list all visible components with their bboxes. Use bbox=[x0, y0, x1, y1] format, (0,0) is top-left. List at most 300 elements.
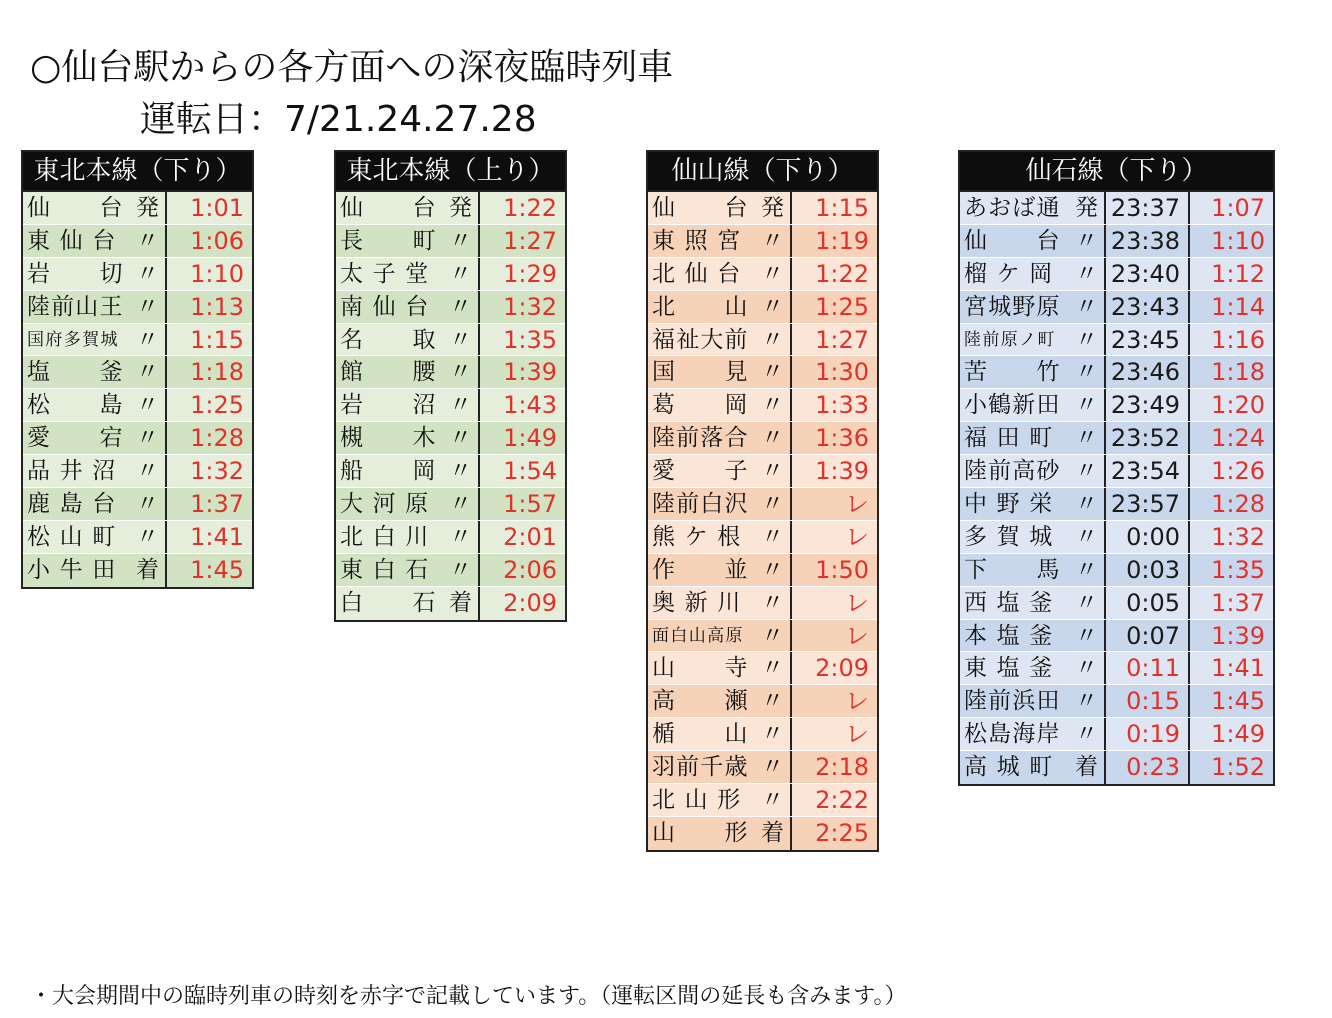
station-cell bbox=[648, 324, 792, 356]
table-row bbox=[960, 554, 1273, 587]
station-cell bbox=[336, 521, 480, 553]
time-special: 1:32 bbox=[1211, 522, 1265, 551]
time-regular: 23:37 bbox=[1106, 192, 1190, 224]
table-row bbox=[960, 389, 1273, 422]
station-name: 福祉大前 bbox=[652, 326, 749, 353]
time-special: レ bbox=[845, 687, 869, 716]
station-cell bbox=[336, 225, 480, 257]
station-name: 塩 釜 bbox=[27, 359, 124, 386]
station-cell bbox=[336, 356, 480, 388]
operation-dates: 運転日：7/21.24.27.28 bbox=[140, 99, 537, 140]
table-row bbox=[336, 192, 565, 225]
table-row bbox=[336, 389, 565, 422]
time-special: 1:25 bbox=[815, 292, 869, 321]
table-row bbox=[960, 455, 1273, 488]
station-cell bbox=[960, 718, 1106, 750]
station-mark: 着 bbox=[1075, 754, 1098, 781]
station-cell bbox=[648, 751, 792, 783]
station-name: 東 照 宮 bbox=[652, 227, 742, 254]
table-header: 仙石線（下り） bbox=[960, 152, 1273, 192]
station-cell bbox=[23, 554, 167, 587]
station-mark: 〃 bbox=[1075, 688, 1098, 715]
time-special: 1:28 bbox=[190, 424, 244, 453]
table-row bbox=[648, 291, 877, 324]
station-mark: 〃 bbox=[449, 425, 472, 452]
station-mark: 〃 bbox=[761, 227, 784, 254]
station-name: 本 塩 釜 bbox=[964, 622, 1054, 649]
table-row bbox=[336, 324, 565, 357]
station-mark: 〃 bbox=[449, 556, 472, 583]
station-cell bbox=[648, 554, 792, 586]
station-cell bbox=[336, 291, 480, 323]
station-mark: 〃 bbox=[1075, 556, 1098, 583]
station-mark: 〃 bbox=[1075, 655, 1098, 682]
station-mark: 〃 bbox=[761, 491, 784, 518]
station-mark: 〃 bbox=[761, 523, 784, 550]
station-cell bbox=[336, 389, 480, 421]
time-special: 1:18 bbox=[190, 358, 244, 387]
time-regular: 0:05 bbox=[1106, 587, 1190, 619]
station-name: 岩 切 bbox=[27, 260, 124, 287]
station-cell bbox=[648, 225, 792, 257]
station-mark: 着 bbox=[761, 819, 784, 846]
station-cell bbox=[648, 587, 792, 619]
time-special: 1:28 bbox=[1211, 490, 1265, 519]
table-row bbox=[648, 521, 877, 554]
station-mark: 着 bbox=[449, 589, 472, 616]
station-name: 太 子 堂 bbox=[340, 260, 430, 287]
time-special: 1:26 bbox=[1211, 457, 1265, 486]
table-row bbox=[336, 488, 565, 521]
time-regular: 0:03 bbox=[1106, 554, 1190, 586]
table-row bbox=[23, 225, 252, 258]
station-cell bbox=[960, 324, 1106, 356]
table-row bbox=[648, 356, 877, 389]
time-special: 1:01 bbox=[190, 194, 244, 222]
station-name: 陸前山王 bbox=[27, 293, 124, 320]
time-regular: 0:19 bbox=[1106, 718, 1190, 750]
station-name: あおば通 bbox=[964, 195, 1061, 221]
station-name: 国府多賀城 bbox=[27, 329, 119, 350]
table-row bbox=[648, 817, 877, 850]
station-cell bbox=[336, 192, 480, 224]
time-special: 1:10 bbox=[1211, 226, 1265, 255]
station-mark: 〃 bbox=[449, 227, 472, 254]
time-special: 1:39 bbox=[815, 457, 869, 486]
station-name: 宮城野原 bbox=[964, 293, 1061, 320]
time-special: 1:52 bbox=[1211, 753, 1265, 782]
time-special: 1:22 bbox=[503, 194, 557, 222]
time-special: 1:50 bbox=[815, 555, 869, 584]
station-name: 北 山 形 bbox=[652, 787, 742, 814]
station-mark: 発 bbox=[1075, 195, 1098, 221]
time-special: レ bbox=[845, 522, 869, 551]
timetable-tohoku-down bbox=[21, 150, 254, 589]
time-regular: 23:43 bbox=[1106, 291, 1190, 323]
station-name: 小 牛 田 bbox=[27, 556, 117, 583]
station-name: 西 塩 釜 bbox=[964, 589, 1054, 616]
station-mark: 〃 bbox=[449, 293, 472, 320]
station-cell bbox=[648, 521, 792, 553]
station-name: 高 瀬 bbox=[652, 688, 749, 715]
station-name: 下 馬 bbox=[964, 556, 1061, 583]
table-row bbox=[23, 356, 252, 389]
station-name: 松島海岸 bbox=[964, 721, 1061, 748]
station-cell bbox=[336, 488, 480, 520]
station-cell bbox=[336, 554, 480, 586]
station-name: 高 城 町 bbox=[964, 754, 1054, 781]
time-regular: 23:52 bbox=[1106, 422, 1190, 454]
time-regular: 0:00 bbox=[1106, 521, 1190, 553]
station-mark: 〃 bbox=[761, 425, 784, 452]
station-mark: 〃 bbox=[449, 523, 472, 550]
table-row bbox=[960, 356, 1273, 389]
station-name: 面白山高原 bbox=[652, 625, 744, 646]
time-special: 1:57 bbox=[503, 490, 557, 519]
station-cell bbox=[648, 718, 792, 750]
table-header: 東北本線（上り） bbox=[336, 152, 565, 192]
station-cell bbox=[648, 685, 792, 717]
table-row bbox=[648, 455, 877, 488]
time-regular: 23:40 bbox=[1106, 258, 1190, 290]
table-row bbox=[960, 192, 1273, 225]
table-row bbox=[23, 455, 252, 488]
station-name: 松 島 bbox=[27, 392, 124, 419]
table-row bbox=[960, 521, 1273, 554]
station-name: 苦 竹 bbox=[964, 359, 1061, 386]
station-name: 奥 新 川 bbox=[652, 589, 742, 616]
time-special: 1:36 bbox=[815, 424, 869, 453]
time-regular: 0:11 bbox=[1106, 652, 1190, 684]
time-special: レ bbox=[845, 621, 869, 650]
time-regular: 0:07 bbox=[1106, 620, 1190, 652]
station-mark: 〃 bbox=[761, 359, 784, 386]
table-row bbox=[648, 620, 877, 653]
station-name: 愛 宕 bbox=[27, 425, 124, 452]
station-mark: 〃 bbox=[1075, 359, 1098, 386]
station-cell bbox=[336, 258, 480, 290]
station-name: 北 仙 台 bbox=[652, 260, 742, 287]
station-name: 船 岡 bbox=[340, 458, 437, 485]
station-cell bbox=[648, 620, 792, 652]
station-name: 槻 木 bbox=[340, 425, 437, 452]
station-cell bbox=[23, 521, 167, 553]
station-mark: 〃 bbox=[136, 458, 159, 485]
station-cell bbox=[648, 291, 792, 323]
station-cell bbox=[960, 652, 1106, 684]
table-row bbox=[648, 554, 877, 587]
station-cell bbox=[960, 356, 1106, 388]
station-cell bbox=[23, 389, 167, 421]
table-header: 東北本線（下り） bbox=[23, 152, 252, 192]
station-mark: 〃 bbox=[449, 359, 472, 386]
table-row bbox=[336, 587, 565, 620]
station-cell bbox=[960, 291, 1106, 323]
station-name: 国 見 bbox=[652, 359, 749, 386]
station-cell bbox=[23, 455, 167, 487]
timetable-tohoku-up bbox=[334, 150, 567, 622]
table-row bbox=[23, 422, 252, 455]
time-special: 1:49 bbox=[1211, 720, 1265, 749]
station-name: 山 形 bbox=[652, 819, 749, 846]
station-mark: 〃 bbox=[449, 491, 472, 518]
station-cell bbox=[648, 192, 792, 224]
table-row bbox=[648, 718, 877, 751]
station-mark: 発 bbox=[449, 195, 472, 221]
station-name: 岩 沼 bbox=[340, 392, 437, 419]
station-cell bbox=[960, 488, 1106, 520]
time-special: 1:35 bbox=[1211, 555, 1265, 584]
time-special: 1:29 bbox=[503, 259, 557, 288]
station-cell bbox=[960, 258, 1106, 290]
timetable-senzan-down bbox=[646, 150, 879, 852]
station-name: 多 賀 城 bbox=[964, 523, 1054, 550]
station-name: 北 山 bbox=[652, 293, 749, 320]
station-cell bbox=[648, 389, 792, 421]
time-special: 1:22 bbox=[815, 259, 869, 288]
station-name: 作 並 bbox=[652, 556, 749, 583]
station-mark: 〃 bbox=[761, 622, 784, 649]
station-mark: 〃 bbox=[449, 392, 472, 419]
station-mark: 〃 bbox=[761, 293, 784, 320]
station-mark: 〃 bbox=[1075, 458, 1098, 485]
station-cell bbox=[23, 422, 167, 454]
station-name: 南 仙 台 bbox=[340, 293, 430, 320]
time-special: 1:30 bbox=[815, 358, 869, 387]
station-mark: 〃 bbox=[1075, 392, 1098, 419]
time-special: 2:06 bbox=[503, 555, 557, 584]
time-special: 1:39 bbox=[503, 358, 557, 387]
station-mark: 〃 bbox=[1075, 589, 1098, 616]
table-rows bbox=[336, 192, 565, 620]
table-row bbox=[23, 324, 252, 357]
station-name: 愛 子 bbox=[652, 458, 749, 485]
table-row bbox=[648, 685, 877, 718]
table-row bbox=[960, 225, 1273, 258]
time-special: 1:49 bbox=[503, 424, 557, 453]
station-cell bbox=[648, 356, 792, 388]
time-regular: 23:45 bbox=[1106, 324, 1190, 356]
time-special: 1:45 bbox=[190, 555, 244, 584]
time-special: 1:14 bbox=[1211, 292, 1265, 321]
station-cell bbox=[336, 455, 480, 487]
table-row bbox=[960, 488, 1273, 521]
station-mark: 〃 bbox=[761, 260, 784, 287]
station-mark: 〃 bbox=[761, 721, 784, 748]
station-name: 東 塩 釜 bbox=[964, 655, 1054, 682]
station-cell bbox=[648, 652, 792, 684]
table-row bbox=[336, 258, 565, 291]
station-mark: 〃 bbox=[761, 589, 784, 616]
station-name: 鹿 島 台 bbox=[27, 491, 117, 518]
table-row bbox=[23, 389, 252, 422]
station-name: 仙 台 bbox=[964, 227, 1061, 254]
table-rows bbox=[648, 192, 877, 850]
table-row bbox=[960, 685, 1273, 718]
table-row bbox=[648, 751, 877, 784]
table-header: 仙山線（下り） bbox=[648, 152, 877, 192]
time-special: 1:24 bbox=[1211, 424, 1265, 453]
table-row bbox=[648, 652, 877, 685]
station-name: 陸前白沢 bbox=[652, 491, 749, 518]
table-row bbox=[648, 225, 877, 258]
time-special: 1:54 bbox=[503, 457, 557, 486]
station-cell bbox=[960, 422, 1106, 454]
time-special: 1:10 bbox=[190, 259, 244, 288]
station-name: 福 田 町 bbox=[964, 425, 1054, 452]
table-row bbox=[23, 192, 252, 225]
table-row bbox=[23, 554, 252, 587]
table-row bbox=[336, 422, 565, 455]
station-cell bbox=[960, 521, 1106, 553]
time-regular: 23:57 bbox=[1106, 488, 1190, 520]
station-mark: 〃 bbox=[761, 688, 784, 715]
table-row bbox=[648, 587, 877, 620]
time-special: 2:01 bbox=[503, 522, 557, 551]
table-row bbox=[648, 389, 877, 422]
station-name: 仙 台 bbox=[340, 195, 437, 221]
station-name: 榴 ケ 岡 bbox=[964, 260, 1054, 287]
time-regular: 0:15 bbox=[1106, 685, 1190, 717]
station-name: 羽前千歳 bbox=[652, 754, 749, 781]
station-name: 名 取 bbox=[340, 326, 437, 353]
station-mark: 発 bbox=[136, 195, 159, 221]
table-row bbox=[960, 291, 1273, 324]
station-mark: 〃 bbox=[761, 556, 784, 583]
table-row bbox=[23, 258, 252, 291]
station-mark: 発 bbox=[761, 195, 784, 221]
station-cell bbox=[336, 324, 480, 356]
time-special: 1:27 bbox=[503, 226, 557, 255]
station-mark: 〃 bbox=[1075, 523, 1098, 550]
time-special: 2:25 bbox=[815, 818, 869, 847]
table-row bbox=[336, 455, 565, 488]
station-cell bbox=[960, 587, 1106, 619]
station-cell bbox=[648, 455, 792, 487]
timetable-senseki-down bbox=[958, 150, 1275, 786]
table-row bbox=[23, 291, 252, 324]
time-special: 1:07 bbox=[1211, 194, 1265, 222]
time-special: 1:37 bbox=[190, 490, 244, 519]
station-mark: 〃 bbox=[761, 458, 784, 485]
station-mark: 〃 bbox=[761, 655, 784, 682]
time-special: 1:16 bbox=[1211, 325, 1265, 354]
station-name: 葛 岡 bbox=[652, 392, 749, 419]
time-special: 1:25 bbox=[190, 391, 244, 420]
time-regular: 23:46 bbox=[1106, 356, 1190, 388]
station-mark: 〃 bbox=[761, 754, 784, 781]
table-rows bbox=[960, 192, 1273, 784]
time-special: 1:20 bbox=[1211, 391, 1265, 420]
footnote: ・大会期間中の臨時列車の時刻を赤字で記載しています。（運転区間の延長も含みます。） bbox=[30, 984, 907, 1009]
station-cell bbox=[23, 258, 167, 290]
station-cell bbox=[23, 225, 167, 257]
station-mark: 〃 bbox=[449, 326, 472, 353]
station-mark: 〃 bbox=[1075, 721, 1098, 748]
time-special: 1:43 bbox=[503, 391, 557, 420]
station-mark: 〃 bbox=[136, 392, 159, 419]
time-special: 2:09 bbox=[503, 588, 557, 617]
station-name: 北 白 川 bbox=[340, 523, 430, 550]
station-mark: 着 bbox=[136, 556, 159, 583]
station-cell bbox=[960, 620, 1106, 652]
station-cell bbox=[960, 685, 1106, 717]
station-cell bbox=[23, 324, 167, 356]
time-special: 1:06 bbox=[190, 226, 244, 255]
station-name: 山 寺 bbox=[652, 655, 749, 682]
table-row bbox=[336, 521, 565, 554]
station-mark: 〃 bbox=[761, 392, 784, 419]
station-cell bbox=[960, 455, 1106, 487]
time-special: 1:13 bbox=[190, 292, 244, 321]
station-name: 仙 台 bbox=[652, 195, 749, 221]
station-cell bbox=[648, 258, 792, 290]
station-name: 熊 ケ 根 bbox=[652, 523, 742, 550]
time-regular: 23:49 bbox=[1106, 389, 1190, 421]
station-mark: 〃 bbox=[449, 458, 472, 485]
table-row bbox=[648, 324, 877, 357]
station-mark: 〃 bbox=[136, 359, 159, 386]
station-name: 楯 山 bbox=[652, 721, 749, 748]
time-special: 1:45 bbox=[1211, 687, 1265, 716]
table-row bbox=[960, 587, 1273, 620]
station-mark: 〃 bbox=[761, 326, 784, 353]
table-row bbox=[960, 324, 1273, 357]
station-cell bbox=[23, 488, 167, 520]
time-special: 1:33 bbox=[815, 391, 869, 420]
time-special: 1:41 bbox=[1211, 654, 1265, 683]
time-special: レ bbox=[845, 588, 869, 617]
station-name: 白 石 bbox=[340, 589, 437, 616]
table-row bbox=[648, 784, 877, 817]
time-regular: 23:38 bbox=[1106, 225, 1190, 257]
table-row bbox=[23, 521, 252, 554]
station-cell bbox=[960, 389, 1106, 421]
time-special: 1:32 bbox=[190, 457, 244, 486]
station-mark: 〃 bbox=[1075, 326, 1098, 353]
station-cell bbox=[960, 192, 1106, 224]
station-mark: 〃 bbox=[136, 293, 159, 320]
station-name: 松 山 町 bbox=[27, 523, 117, 550]
time-special: 1:37 bbox=[1211, 588, 1265, 617]
station-mark: 〃 bbox=[1075, 293, 1098, 320]
time-special: 1:12 bbox=[1211, 259, 1265, 288]
station-mark: 〃 bbox=[136, 491, 159, 518]
station-name: 小鶴新田 bbox=[964, 392, 1061, 419]
station-name: 大 河 原 bbox=[340, 491, 430, 518]
station-mark: 〃 bbox=[1075, 622, 1098, 649]
table-row bbox=[336, 356, 565, 389]
time-special: 2:09 bbox=[815, 654, 869, 683]
table-row bbox=[648, 488, 877, 521]
time-special: レ bbox=[845, 490, 869, 519]
time-special: 1:15 bbox=[190, 325, 244, 354]
time-special: 1:35 bbox=[503, 325, 557, 354]
station-name: 中 野 栄 bbox=[964, 491, 1054, 518]
table-row bbox=[336, 554, 565, 587]
station-mark: 〃 bbox=[136, 425, 159, 452]
page-title: ○仙台駅からの各方面への深夜臨時列車 bbox=[30, 47, 674, 88]
station-cell bbox=[336, 587, 480, 620]
station-mark: 〃 bbox=[136, 227, 159, 254]
station-name: 東 白 石 bbox=[340, 556, 430, 583]
table-row bbox=[648, 192, 877, 225]
station-mark: 〃 bbox=[1075, 260, 1098, 287]
station-cell bbox=[648, 817, 792, 850]
table-row bbox=[960, 422, 1273, 455]
station-name: 陸前落合 bbox=[652, 425, 749, 452]
time-special: 1:19 bbox=[815, 226, 869, 255]
